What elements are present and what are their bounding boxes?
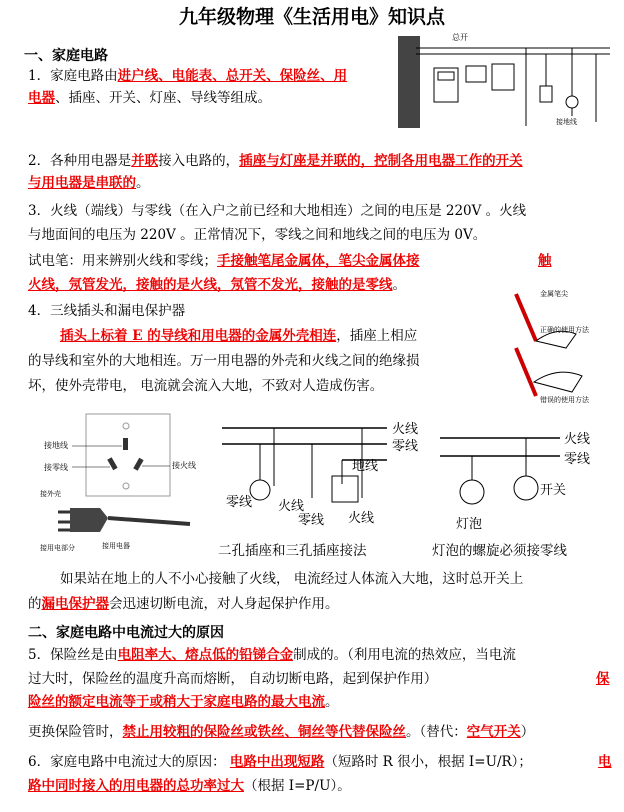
para-4-line-1-end: 触: [538, 253, 552, 269]
home-circuit-figure: [396, 26, 614, 130]
para-3-line-2: 与地面间的电压为 220V 。正常情况下，零线之间和地线之间的电压为 0V。: [28, 227, 487, 243]
svg-text:接外壳: 接外壳: [40, 490, 61, 498]
lamp-wiring-figure: [430, 424, 614, 534]
svg-text:金属笔尖: 金属笔尖: [540, 290, 568, 298]
svg-text:接火线: 接火线: [172, 461, 196, 470]
para-9-line-2: 路中同时接入的用电器的总功率过大（根据 I=P/U）。: [28, 778, 351, 794]
para-5-line-2: 插头上标着 E 的导线和用电器的金属外壳相连，插座上相应: [60, 328, 418, 344]
para-2-line-2: 与用电器是串联的。: [28, 175, 150, 191]
para-6-line-2: 的漏电保护器会迅速切断电流，对人身起保护作用。: [28, 596, 339, 612]
svg-text:地线: 地线: [352, 459, 379, 474]
para-1-line-2: 电器、插座、开关、灯座、导线等组成。: [28, 90, 271, 106]
page-title: 九年级物理《生活用电》知识点: [178, 6, 445, 28]
para-8: 更换保险管时，禁止用较粗的保险丝或铁丝、铜丝等代替保险丝。（替代：空气开关）: [28, 724, 535, 740]
svg-text:接用电部分: 接用电部分: [40, 544, 75, 552]
para-5-line-4: 坏，使外壳带电， 电流就会流入大地，不致对人造成伤害。: [28, 378, 384, 394]
svg-text:零线: 零线: [298, 513, 325, 528]
figure-caption-socket: 二孔插座和三孔插座接法: [218, 543, 367, 559]
para-7-line-2-end: 保: [596, 671, 610, 687]
svg-text:接地线: 接地线: [44, 441, 68, 450]
para-6-line-1: 如果站在地上的人不小心接触了火线， 电流经过人体流入大地，这时总开关上: [60, 571, 524, 587]
section-heading: 一、家庭电路: [24, 48, 108, 64]
svg-text:正确的使用方法: 正确的使用方法: [540, 326, 589, 334]
plug-socket-figure: [30, 412, 196, 554]
svg-text:火线: 火线: [348, 511, 375, 526]
para-7-line-1: 5．保险丝是由电阻率大、熔点低的铅锑合金制成的。（利用电流的热效应，当电流: [28, 647, 516, 663]
svg-text:火线: 火线: [392, 422, 419, 437]
para-9-line-1: 6．家庭电路中电流过大的原因： 电路中出现短路（短路时 R 很小，根据 I=U/R）；: [28, 754, 532, 770]
para-4-line-1: 试电笔：用来辨别火线和零线；手接触笔尾金属体，笔尖金属体接: [28, 253, 420, 269]
socket-wiring-figure: [212, 414, 422, 534]
svg-text:火线: 火线: [278, 499, 305, 514]
svg-text:错误的使用方法: 错误的使用方法: [540, 396, 589, 404]
para-5-line-3: 的导线和室外的大地相连。万一用电器的外壳和火线之间的绝缘损: [28, 353, 420, 369]
svg-text:接用电器: 接用电器: [102, 542, 130, 550]
figure-caption-lamp: 灯泡的螺旋必须接零线: [432, 543, 567, 559]
svg-text:接零线: 接零线: [44, 463, 68, 472]
svg-text:接地线: 接地线: [556, 118, 577, 126]
para-2-line-1: 2．各种用电器是并联接入电路的，插座与灯座是并联的，控制各用电器工作的开关: [28, 153, 523, 169]
svg-text:火线: 火线: [564, 432, 591, 447]
test-pen-figure: [506, 286, 616, 406]
para-3-line-1: 3．火线（端线）与零线（在入户之前已经和大地相连）之间的电压是 220V 。火线: [28, 203, 527, 219]
para-7-line-3: 险丝的额定电流等于或稍大于家庭电路的最大电流。: [28, 694, 339, 710]
svg-text:灯泡: 灯泡: [456, 517, 483, 532]
para-9-line-1-end: 电: [598, 754, 612, 770]
para-4-line-2: 火线，氖管发光，接触的是火线，氖管不发光，接触的是零线。: [28, 277, 406, 293]
svg-text:零线: 零线: [226, 495, 253, 510]
para-5-line-1: 4．三线插头和漏电保护器: [28, 303, 186, 319]
para-1-line-1: 1．家庭电路由进户线、电能表、总开关、保险丝、用: [28, 68, 348, 84]
section-heading-2: 二、家庭电路中电流过大的原因: [28, 625, 224, 641]
svg-text:零线: 零线: [392, 439, 419, 454]
svg-text:总开: 总开: [452, 33, 468, 42]
para-7-line-2: 过大时，保险丝的温度升高而熔断， 自动切断电路，起到保护作用）: [28, 671, 438, 687]
svg-text:开关: 开关: [540, 483, 567, 498]
svg-text:零线: 零线: [564, 452, 591, 467]
